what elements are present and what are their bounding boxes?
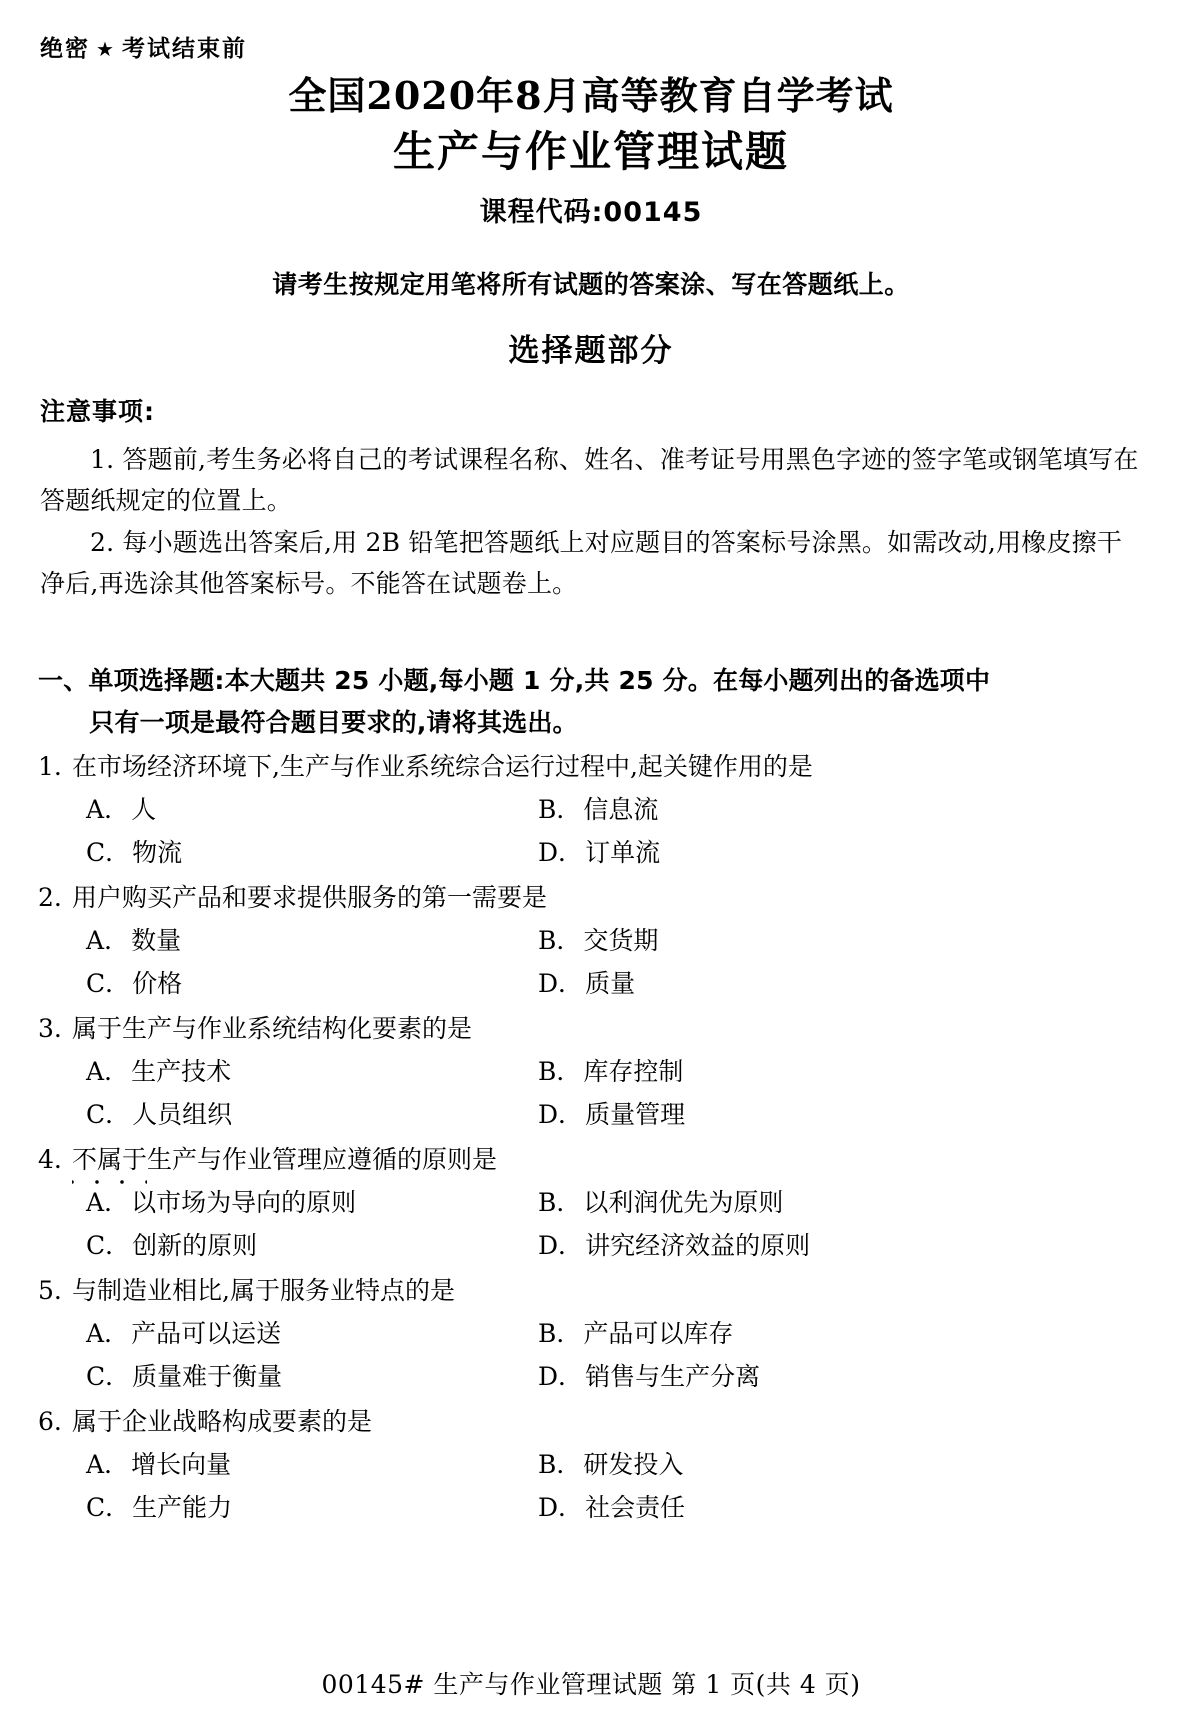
option-a[interactable] [38,1312,538,1355]
option-c[interactable] [38,962,538,1005]
option-row [38,1181,1142,1224]
title-block [0,72,1182,229]
course-code: 课程代码:00145 [479,197,703,229]
question-stem [38,876,1142,919]
option-row [38,1486,1142,1529]
option-row [38,962,1142,1005]
pen-notice: 请考生按规定用笔将所有试题的答案涂、写在答题纸上。 [272,270,910,299]
option-b[interactable] [538,1181,783,1224]
option-text: 增长向量 [131,1450,232,1479]
option-text: 质量管理 [585,1100,686,1129]
option-c[interactable] [38,831,538,874]
option-row [38,1312,1142,1355]
option-b[interactable] [538,1312,733,1355]
option-key: D ． [538,831,583,874]
page-footer: 00145# 生产与作业管理试题 第 1 页(共 4 页) [321,1670,861,1699]
option-c[interactable] [38,1093,538,1136]
option-key: D ． [538,1486,583,1529]
option-text: 交货期 [583,926,659,955]
attention-block [40,392,1142,606]
option-key: B ． [538,1443,581,1486]
option-group [38,788,1142,874]
part-one-heading-line1: 一、单项选择题:本大题共 25 小题,每小题 1 分,共 25 分。在每小题列出的备选项中 [38,666,991,695]
option-text: 人员组织 [132,1100,233,1129]
option-row [38,919,1142,962]
option-text: 销售与生产分离 [585,1362,761,1391]
option-key: C ． [86,1486,130,1529]
question-stem-text: 与制造业相比,属于服务业特点的是 [72,1276,455,1305]
option-c[interactable] [38,1355,538,1398]
question-number: 4. [38,1145,62,1174]
attention-item-1: 1. 答题前,考生务必将自己的考试课程名称、姓名、准考证号用黑色字迹的签字笔或钢笔填写在答题纸规定的位置上。 [40,445,1139,515]
option-group [38,1181,1142,1267]
option-row [38,831,1142,874]
attention-item-2: 2. 每小题选出答案后,用 2B 铅笔把答题纸上对应题目的答案标号涂黑。如需改动,用橡皮擦干净后,再选涂其他答案标号。不能答在试题卷上。 [40,528,1123,598]
question-item [38,745,1142,874]
question-number: 2. [38,883,62,912]
question-stem-text: 生产与作业管理应遵循的原则是 [147,1145,498,1174]
option-key: C ． [86,831,130,874]
option-text: 创新的原则 [132,1231,258,1260]
option-text: 研发投入 [583,1450,684,1479]
question-item [38,1269,1142,1398]
option-a[interactable] [38,919,538,962]
option-a[interactable] [38,788,538,831]
option-text: 订单流 [585,838,661,867]
option-key: A ． [86,788,129,831]
part-one-heading-line2: 只有一项是最符合题目要求的,请将其选出。 [89,708,578,737]
question-number: 5. [38,1276,62,1305]
option-a[interactable] [38,1050,538,1093]
option-text: 质量 [585,969,636,998]
option-key: D ． [538,1093,583,1136]
question-stem-text: 属于生产与作业系统结构化要素的是 [72,1014,473,1043]
option-d[interactable] [538,831,660,874]
option-group [38,919,1142,1005]
option-key: C ． [86,1093,130,1136]
option-key: C ． [86,1355,130,1398]
option-group [38,1443,1142,1529]
option-key: A ． [86,919,129,962]
option-group [38,1050,1142,1136]
option-text: 生产技术 [131,1057,232,1086]
option-text: 产品可以运送 [131,1319,282,1348]
question-list [38,745,1142,1531]
question-item [38,1007,1142,1136]
option-b[interactable] [538,1050,683,1093]
option-text: 讲究经济效益的原则 [585,1231,811,1260]
option-key: B ． [538,1050,581,1093]
option-row [38,1355,1142,1398]
option-row [38,1443,1142,1486]
option-key: A ． [86,1181,129,1224]
option-text: 信息流 [583,795,659,824]
option-key: C ． [86,1224,130,1267]
option-b[interactable] [538,919,658,962]
exam-title-line1: 全国2020年8月高等教育自学考试 [288,73,894,118]
option-text: 质量难于衡量 [132,1362,283,1391]
option-group [38,1312,1142,1398]
option-text: 生产能力 [132,1493,233,1522]
question-stem-text: 属于企业战略构成要素的是 [72,1407,373,1436]
option-key: A ． [86,1050,129,1093]
option-row [38,1224,1142,1267]
question-stem [38,1269,1142,1312]
question-item [38,1400,1142,1529]
option-key: B ． [538,1312,581,1355]
option-row [38,788,1142,831]
option-d[interactable] [538,1224,810,1267]
option-text: 产品可以库存 [583,1319,734,1348]
option-key: B ． [538,1181,581,1224]
question-number: 3. [38,1014,62,1043]
option-a[interactable] [38,1181,538,1224]
option-text: 价格 [132,969,183,998]
option-key: A ． [86,1312,129,1355]
question-stem [38,1138,1142,1181]
attention-title: 注意事项: [40,397,155,426]
section-banner: 选择题部分 [508,333,674,369]
option-c[interactable] [38,1486,538,1529]
star-icon: ★ [96,37,116,61]
question-stem-text: 用户购买产品和要求提供服务的第一需要是 [72,883,548,912]
option-b[interactable] [538,788,658,831]
secrecy-header [40,30,247,63]
question-stem [38,745,1142,788]
option-key: D ． [538,1224,583,1267]
option-d[interactable] [538,962,635,1005]
option-text: 数量 [131,926,182,955]
secrecy-label: 绝密 [40,36,90,62]
question-emphasis-text: 不属于 [72,1138,147,1181]
part-one-heading [38,660,1142,744]
option-text: 以市场为导向的原则 [131,1188,357,1217]
option-key: C ． [86,962,130,1005]
question-item [38,1138,1142,1267]
option-key: B ． [538,788,581,831]
option-key: B ． [538,919,581,962]
option-key: A ． [86,1443,129,1486]
question-item [38,876,1142,1005]
option-d[interactable] [538,1093,685,1136]
option-row [38,1050,1142,1093]
question-number: 1. [38,752,62,781]
option-text: 以利润优先为原则 [583,1188,784,1217]
option-text: 社会责任 [585,1493,686,1522]
question-stem-text: 在市场经济环境下,生产与作业系统综合运行过程中,起关键作用的是 [72,752,813,781]
exam-title-line2: 生产与作业管理试题 [392,126,789,176]
question-number: 6. [38,1407,62,1436]
option-text: 物流 [132,838,183,867]
secrecy-time: 考试结束前 [121,36,247,62]
option-c[interactable] [38,1224,538,1267]
option-d[interactable] [538,1355,760,1398]
option-row [38,1093,1142,1136]
option-key: D ． [538,1355,583,1398]
option-d[interactable] [538,1486,685,1529]
option-text: 人 [131,795,157,824]
option-text: 库存控制 [583,1057,684,1086]
option-b[interactable] [538,1443,683,1486]
question-stem [38,1400,1142,1443]
option-a[interactable] [38,1443,538,1486]
option-key: D ． [538,962,583,1005]
question-stem [38,1007,1142,1050]
